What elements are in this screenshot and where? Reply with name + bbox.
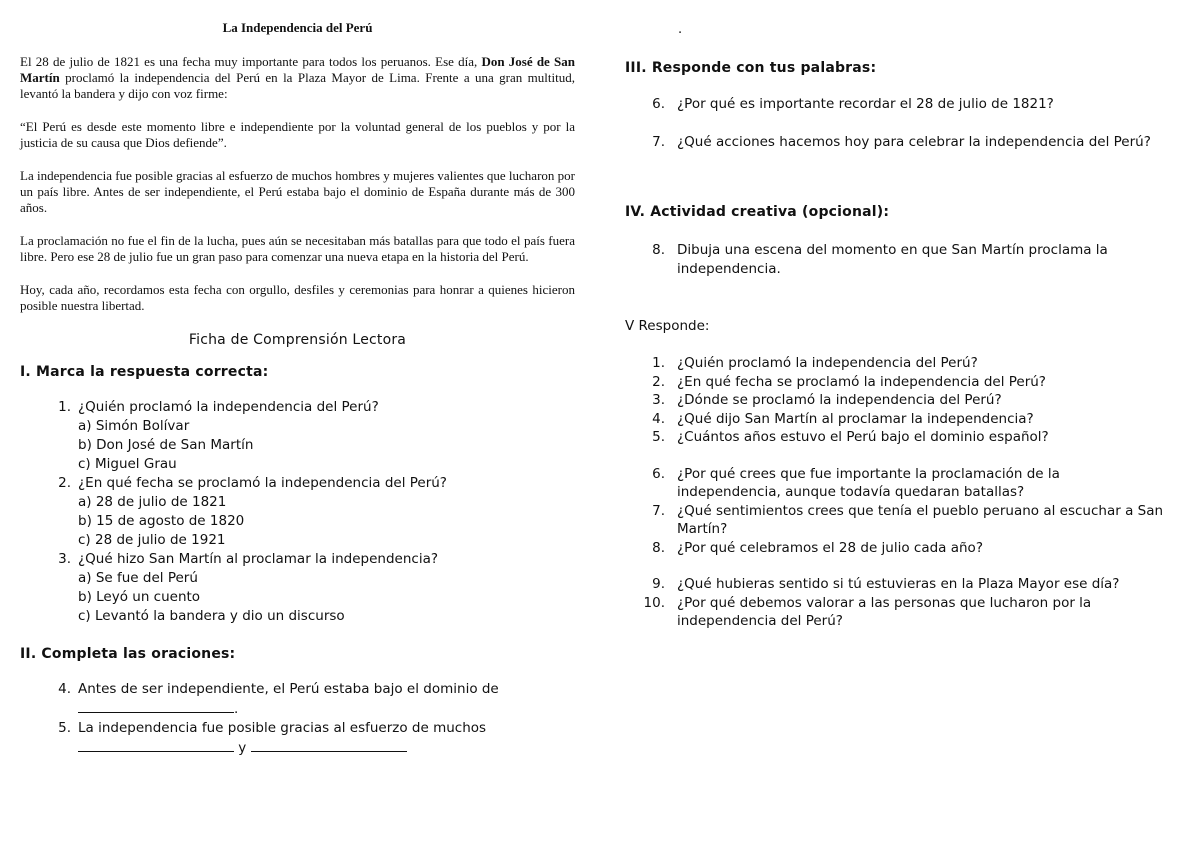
question-text: ¿Quién proclamó la independencia del Perú? <box>677 355 978 371</box>
question-text: ¿Qué sentimientos crees que tenía el pueblo peruano al escuchar a San Martín? <box>677 502 1164 537</box>
question-number: 4. <box>652 410 665 427</box>
reading-title: La Independencia del Perú <box>222 20 373 35</box>
question-number: 3. <box>58 551 71 567</box>
question-text: ¿Por qué celebramos el 28 de julio cada año? <box>677 539 983 556</box>
list-item <box>625 575 1185 594</box>
question-text: ¿Qué dijo San Martín al proclamar la independencia? <box>677 410 1034 427</box>
p1-text-a: El 28 de julio de 1821 es una fecha muy importante para todos los peruanos. Ese día, <box>20 54 482 69</box>
option[interactable]: a) Simón Bolívar <box>78 418 190 434</box>
p1-bold-name: Don José de San Martín <box>20 54 575 85</box>
section2-questions <box>20 680 575 758</box>
option[interactable]: c) Miguel Grau <box>78 456 177 472</box>
question-text: ¿Qué acciones hacemos hoy para celebrar la independencia del Perú? <box>677 133 1151 150</box>
option[interactable]: b) Leyó un cuento <box>78 589 201 605</box>
question-number: 8. <box>652 242 665 258</box>
blank-line[interactable] <box>251 738 407 752</box>
section5-group-3 <box>625 575 1185 631</box>
option[interactable]: b) 15 de agosto de 1820 <box>78 513 245 529</box>
list-item <box>625 373 1185 392</box>
conjunction: y <box>238 740 247 756</box>
question-number: 6. <box>652 465 665 482</box>
list-item <box>625 354 1185 373</box>
p1-text-b: proclamó la independencia del Perú en la Plaza Mayor de Lima. Frente a una gran multitud, levantó la bandera y dijo con voz firme: <box>20 70 575 101</box>
list-item <box>20 474 575 550</box>
section4-questions <box>625 241 1185 278</box>
question-text: ¿Por qué es importante recordar el 28 de julio de 1821? <box>677 96 1054 112</box>
option[interactable]: a) 28 de julio de 1821 <box>78 494 227 510</box>
question-number: 1. <box>652 355 665 371</box>
list-item <box>625 428 1185 447</box>
blank-line[interactable] <box>78 699 234 713</box>
question-number: 7. <box>652 133 665 150</box>
question-text: ¿En qué fecha se proclamó la independencia del Perú? <box>78 475 447 491</box>
question-number: 3. <box>652 392 665 408</box>
section1-questions <box>20 398 575 626</box>
right-column <box>625 20 1185 631</box>
reading-paragraph-5: Hoy, cada año, recordamos esta fecha con orgullo, desfiles y ceremonias para honrar a quienes hicieron posible nuestra libertad. <box>20 282 575 313</box>
period: . <box>234 701 239 717</box>
list-item <box>625 241 1185 278</box>
question-text: ¿Por qué debemos valorar a las personas que lucharon por la independencia del Perú? <box>677 594 1092 629</box>
question-number: 8. <box>652 539 665 556</box>
question-text: La independencia fue posible gracias al esfuerzo de muchos <box>78 720 487 736</box>
list-item <box>625 539 1185 558</box>
stray-dot: . <box>678 22 683 37</box>
list-item <box>20 680 575 719</box>
list-item <box>625 95 1185 114</box>
blank-line[interactable] <box>78 738 234 752</box>
section3-questions <box>625 95 1185 151</box>
question-text: ¿Dónde se proclamó la independencia del Perú? <box>677 392 1002 408</box>
reading-paragraph-4: La proclamación no fue el fin de la lucha, pues aún se necesitaban más batallas para que todo el país fuera libre. Pero ese 28 de julio fue un gran paso para comenzar una nueva etapa en la historia del Perú. <box>20 233 575 264</box>
section5-group-1 <box>625 354 1185 447</box>
list-item <box>625 133 1185 152</box>
list-item <box>625 502 1185 539</box>
section1-heading: I. Marca la respuesta correcta: <box>20 364 269 380</box>
section5-group-2 <box>625 465 1185 558</box>
section3-heading: III. Responde con tus palabras: <box>625 60 877 76</box>
list-item <box>20 719 575 758</box>
section4-heading: IV. Actividad creativa (opcional): <box>625 204 890 220</box>
list-item <box>625 465 1185 502</box>
question-text: ¿Cuántos años estuvo el Perú bajo el dominio español? <box>677 429 1049 445</box>
option[interactable]: a) Se fue del Perú <box>78 570 198 586</box>
question-number: 6. <box>652 96 665 112</box>
question-number: 2. <box>652 373 665 390</box>
question-text: ¿Qué hubieras sentido si tú estuvieras en la Plaza Mayor ese día? <box>677 576 1120 592</box>
question-text: Dibuja una escena del momento en que San Martín proclama la independencia. <box>677 242 1108 277</box>
option[interactable]: c) Levantó la bandera y dio un discurso <box>78 608 345 624</box>
option[interactable]: c) 28 de julio de 1921 <box>78 532 226 548</box>
question-number: 1. <box>58 399 71 415</box>
question-number: 10. <box>643 594 665 611</box>
list-item <box>625 391 1185 410</box>
section2-heading: II. Completa las oraciones: <box>20 646 236 662</box>
question-text: ¿Por qué crees que fue importante la proclamación de la independencia, aunque todavía quedaran batallas? <box>677 465 1060 500</box>
left-column <box>20 20 575 758</box>
question-number: 2. <box>58 475 71 491</box>
question-text: ¿En qué fecha se proclamó la independencia del Perú? <box>677 373 1046 390</box>
question-text: ¿Quién proclamó la independencia del Perú? <box>78 399 379 415</box>
question-number: 4. <box>58 681 71 697</box>
reading-quote: “El Perú es desde este momento libre e independiente por la voluntad general de los pueblos y por la justicia de su causa que Dios defiende”. <box>20 119 575 150</box>
question-number: 5. <box>652 429 665 445</box>
reading-paragraph-1 <box>20 54 575 102</box>
list-item <box>20 550 575 626</box>
question-number: 5. <box>58 720 71 736</box>
list-item <box>20 398 575 474</box>
list-item <box>625 594 1185 631</box>
section5-heading: V Responde: <box>625 318 710 334</box>
question-text: ¿Qué hizo San Martín al proclamar la independencia? <box>78 551 439 567</box>
question-text: Antes de ser independiente, el Perú estaba bajo el dominio de <box>78 681 499 697</box>
reading-paragraph-3: La independencia fue posible gracias al esfuerzo de muchos hombres y mujeres valientes que lucharon por un país libre. Antes de ser independiente, el Perú estaba bajo el dominio de España durante más de 300 años. <box>20 168 575 215</box>
option[interactable]: b) Don José de San Martín <box>78 437 254 453</box>
ficha-title: Ficha de Comprensión Lectora <box>188 332 407 348</box>
question-number: 7. <box>652 502 665 519</box>
question-number: 9. <box>652 576 665 592</box>
list-item <box>625 410 1185 429</box>
